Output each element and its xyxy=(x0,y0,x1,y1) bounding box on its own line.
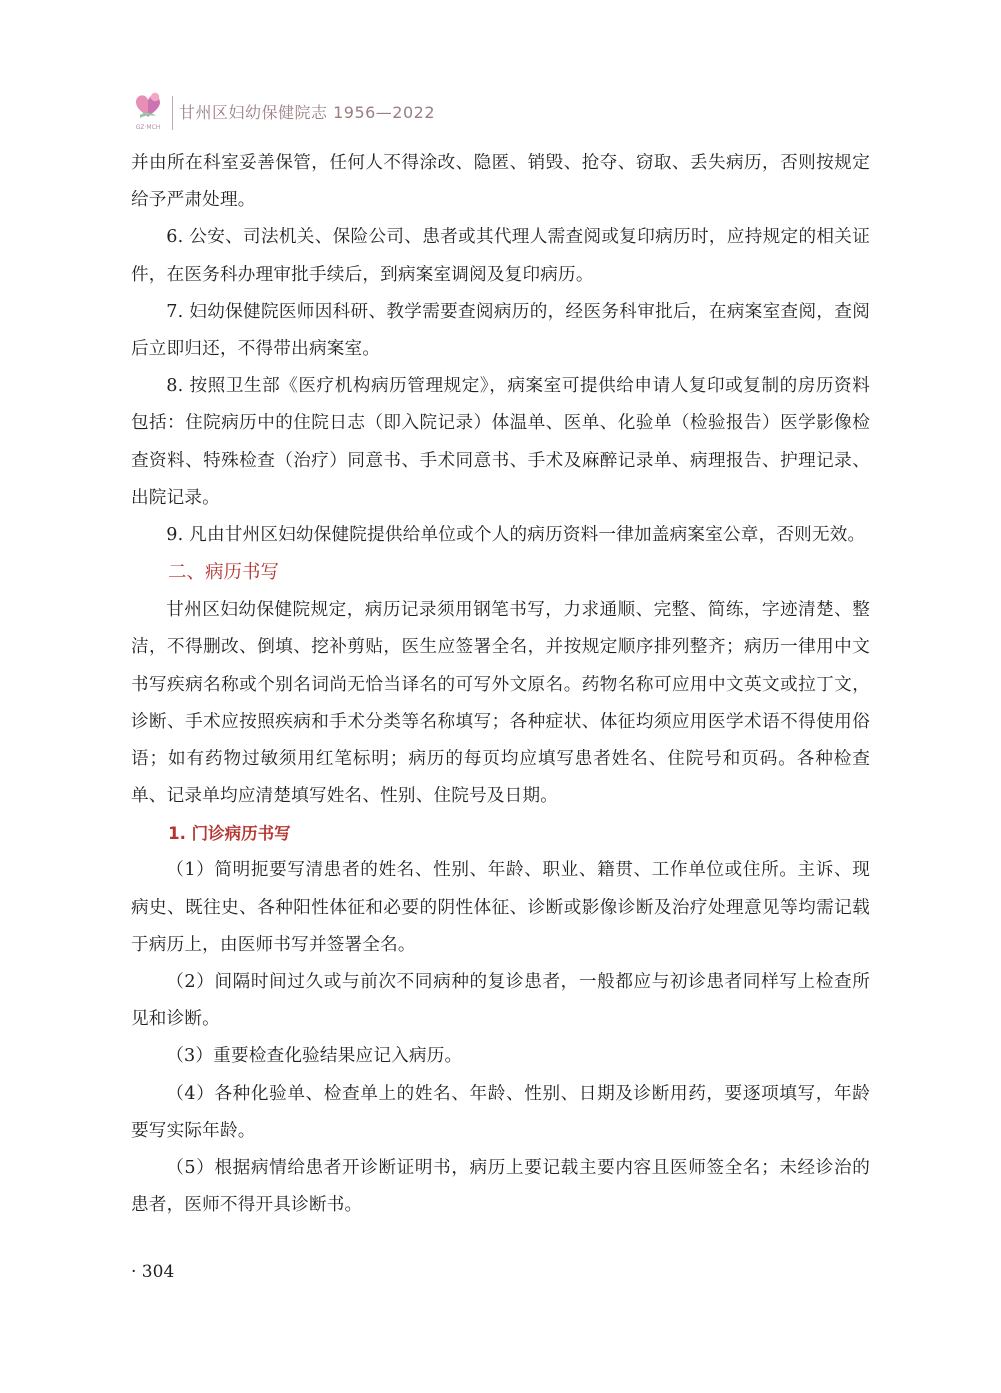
paragraph: 甘州区妇幼保健院规定，病历记录须用钢笔书写，力求通顺、完整、简练，字迹清楚、整洁，不得删改、倒填、挖补剪贴，医生应签署全名，并按规定顺序排列整齐；病历一律用中文书写疾病名称或个别名词尚无恰当译名的可写外文原名。药物名称可应用中文英文或拉丁文，诊断、手术应按照疾病和手术分类等名称填写；各种症状、体征均须应用医学术语不得使用俗语；如有药物过敏须用红笔标明；病历的每页均应填写患者姓名、住院号和页码。各种检查单、记录单均应清楚填写姓名、性别、住院号及日期。 xyxy=(131,600,870,807)
paragraph: 8. 按照卫生部《医疗机构病历管理规定》，病案室可提供给申请人复印或复制的房历资料包括：住院病历中的住院日志（即入院记录）体温单、医单、化验单（检验报告）医学影像检查资料、特殊检查（治疗）同意书、手术同意书、手术及麻醉记录单、病理报告、护理记录、出院记录。 xyxy=(131,376,870,508)
page-number: · 304 xyxy=(131,1262,175,1282)
hospital-logo-icon xyxy=(130,88,166,132)
book-title: 甘州区妇幼保健院志 1956—2022 xyxy=(179,103,436,122)
paragraph: 并由所在科室妥善保管，任何人不得涂改、隐匿、销毁、抢夺、窃取、丢失病历，否则按规定给予严肃处理。 xyxy=(131,153,870,211)
subsection-heading: 1. 门诊病历书写 xyxy=(168,824,291,844)
paragraph: （5）根据病情给患者开诊断证明书，病历上要记载主要内容且医师签全名；未经诊治的患者，医师不得开具诊断书。 xyxy=(131,1158,870,1216)
section-heading: 二、病历书写 xyxy=(168,562,280,584)
paragraph: 6. 公安、司法机关、保险公司、患者或其代理人需查阅或复印病历时，应持规定的相关证件，在医务科办理审批手续后，到病案室调阅及复印病历。 xyxy=(131,227,870,285)
paragraph: （2）间隔时间过久或与前次不同病种的复诊患者，一般都应与初诊患者同样写上检查所见和诊断。 xyxy=(131,972,870,1030)
paragraph: （1）简明扼要写清患者的姓名、性别、年龄、职业、籍贯、工作单位或住所。主诉、现病史、既往史、各种阳性体征和必要的阴性体征、诊断或影像诊断及治疗处理意见等均需记载于病历上，由医师书写并签署全名。 xyxy=(131,860,870,955)
paragraph: （3）重要检查化验结果应记入病历。 xyxy=(166,1046,463,1067)
paragraph: 9. 凡由甘州区妇幼保健院提供给单位或个人的病历资料一律加盖病案室公章，否则无效。 xyxy=(166,525,866,546)
header-divider xyxy=(172,96,173,130)
page-body xyxy=(131,145,870,1224)
svg-text:GZ·MCH: GZ·MCH xyxy=(135,124,161,131)
running-header xyxy=(130,88,530,136)
paragraph: 7. 妇幼保健院医师因科研、教学需要查阅病历的，经医务科审批后，在病案室查阅，查阅后立即归还，不得带出病案室。 xyxy=(131,301,870,360)
paragraph: （4）各种化验单、检查单上的姓名、年龄、性别、日期及诊断用药，要逐项填写，年龄要写实际年龄。 xyxy=(131,1083,870,1141)
